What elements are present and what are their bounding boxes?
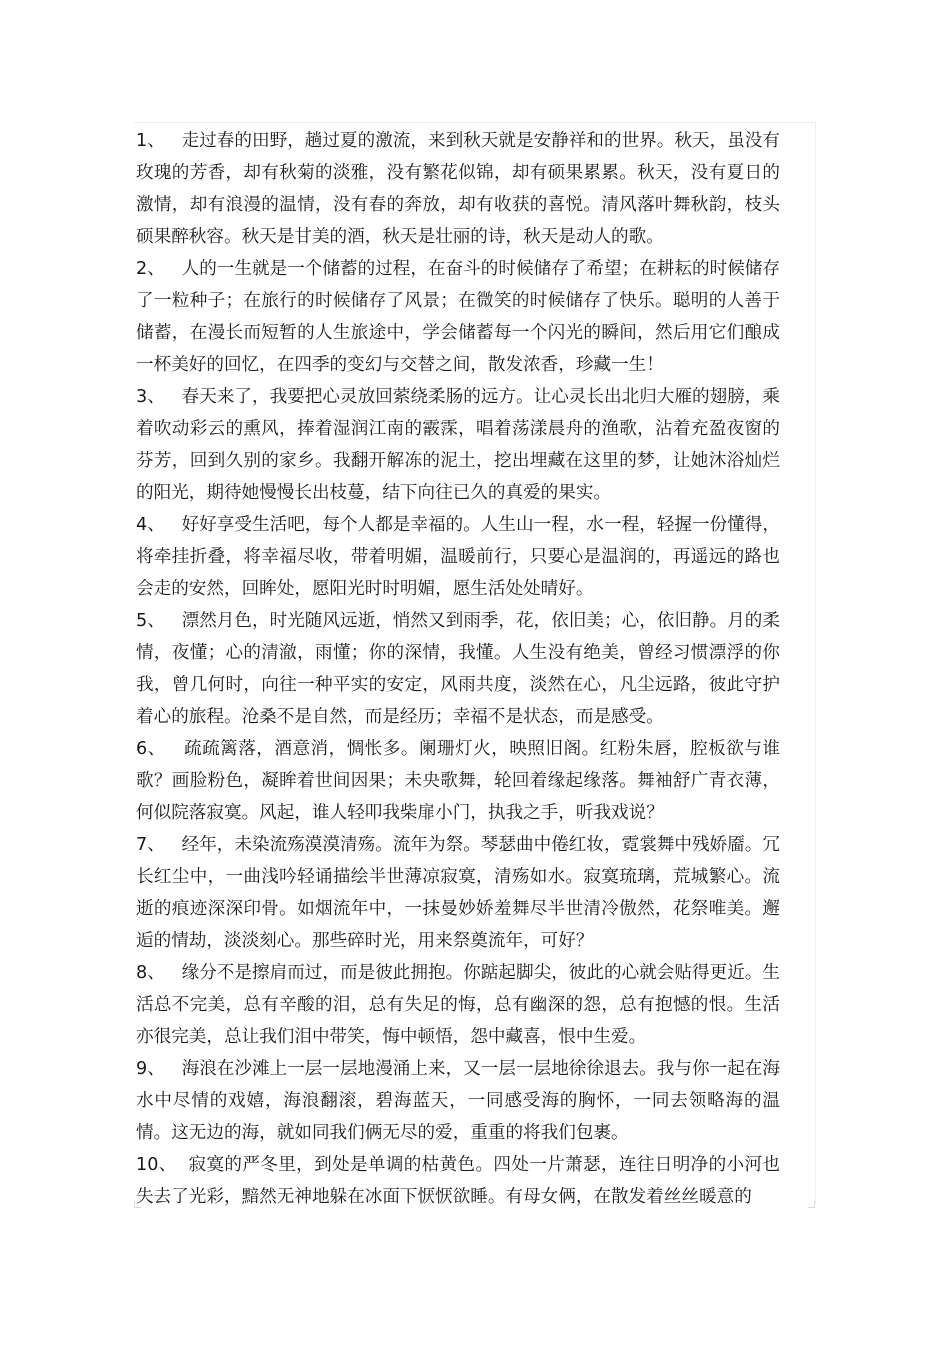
paragraph-text: 春天来了，我要把心灵放回萦绕柔肠的远方。让心灵长出北归大雁的翅膀，乘着吹动彩云的熏风，捧着湿润江南的霰霂，唱着荡漾晨舟的渔歌，沾着充盈夜窗的芬芳，回到久别的家乡。我翻开解冻的泥土，挖出埋藏在这里的梦，让她沐浴灿烂的阳光，期待她慢慢长出枝蔓，结下向往已久的真爱的果实。 [136,387,780,503]
paragraph-number: 6、 [136,739,166,759]
paragraph-text: 缘分不是擦肩而过，而是彼此拥抱。你踮起脚尖，彼此的心就会贴得更近。生活总不完美，总有辛酸的泪，总有失足的悔，总有幽深的怨，总有抱憾的恨。生活亦很完美，总让我们泪中带笑，悔中顿悟，怨中藏喜，恨中生爱。 [136,963,780,1047]
paragraph-text: 经年，未染流殇漠漠清殇。流年为祭。琴瑟曲中倦红妆，霓裳舞中残娇靥。冗长红尘中，一曲浅吟轻诵描绘半世薄凉寂寞，清殇如水。寂寞琉璃，荒城繁心。流逝的痕迹深深印骨。如烟流年中，一抹曼妙娇羞舞尽半世清冷傲然，花祭唯美。邂逅的情劫，淡淡刻心。那些碎时光，用来祭奠流年，可好？ [136,835,780,951]
paragraph-text: 人的一生就是一个储蓄的过程，在奋斗的时候储存了希望；在耕耘的时候储存了一粒种子；在旅行的时候储存了风景；在微笑的时候储存了快乐。聪明的人善于储蓄，在漫长而短暂的人生旅途中，学会储蓄每一个闪光的瞬间，然后用它们酿成一杯美好的回忆，在四季的变幻与交替之间，散发浓香，珍藏一生！ [136,259,780,375]
paragraph-text: 走过春的田野，趟过夏的激流，来到秋天就是安静祥和的世界。秋天，虽没有玫瑰的芳香，却有秋菊的淡雅，没有繁花似锦，却有硕果累累。秋天，没有夏日的激情，却有浪漫的温情，没有春的奔放，却有收获的喜悦。清风落叶舞秋韵，枝头硕果醉秋容。秋天是甘美的酒，秋天是壮丽的诗，秋天是动人的歌。 [136,131,780,247]
paragraph-5 [136,605,780,733]
paragraph-number: 3、 [136,387,165,407]
paragraph-text: 漂然月色，时光随风远逝，悄然又到雨季，花，依旧美；心，依旧静。月的柔情，夜懂；心的清澈，雨懂；你的深情，我懂。人生没有绝美，曾经习惯漂浮的你我，曾几何时，向往一种平实的安定，风雨共度，淡然在心，凡尘远路，彼此守护着心的旅程。沧桑不是自然，而是经历；幸福不是状态，而是感受。 [136,611,780,727]
paragraph-number: 5、 [136,611,165,631]
paragraph-number: 2、 [136,259,165,279]
crop-mark-bottom-right [808,1201,815,1208]
paragraph-3 [136,381,780,509]
paragraph-10 [136,1149,780,1213]
paragraph-number: 7、 [136,835,165,855]
paragraph-9 [136,1053,780,1149]
paragraph-number: 10、 [136,1155,177,1175]
paragraph-7 [136,829,780,957]
paragraph-6 [136,733,780,829]
document-body [136,125,780,1213]
paragraph-8 [136,957,780,1053]
paragraph-number: 1、 [136,131,165,151]
paragraph-text: 寂寞的严冬里，到处是单调的枯黄色。四处一片萧瑟，连往日明净的小河也失去了光彩，黯然无神地躲在冰面下恹恹欲睡。有母女俩，在散发着丝丝暖意的 [136,1155,781,1207]
paragraph-text: 海浪在沙滩上一层一层地漫涌上来，又一层一层地徐徐退去。我与你一起在海水中尽情的戏嬉，海浪翻滚，碧海蓝天，一同感受海的胸怀，一同去领略海的温情。这无边的海，就如同我们俩无尽的爱，重重的将我们包裹。 [136,1059,780,1143]
paragraph-text: 好好享受生活吧，每个人都是幸福的。人生山一程，水一程，轻握一份懂得，将牵挂折叠，将幸福尽收，带着明媚，温暖前行，只要心是温润的，再遥远的路也会走的安然，回眸处，愿阳光时时明媚，愿生活处处晴好。 [136,515,780,599]
paragraph-number: 4、 [136,515,165,535]
paragraph-4 [136,509,780,605]
crop-mark-bottom-left [134,1201,141,1208]
paragraph-number: 9、 [136,1059,165,1079]
paragraph-text: 疏疏篱落，酒意消，惆怅多。阑珊灯火，映照旧阁。红粉朱唇，腔板欲与谁歌？画脸粉色，凝眸着世间因果；未央歌舞，轮回着缘起缘落。舞袖舒广青衣薄，何似院落寂寞。风起，谁人轻叩我柴扉小门，执我之手，听我戏说？ [136,739,781,823]
paragraph-2 [136,253,780,381]
document-page [134,122,816,1207]
paragraph-1 [136,125,780,253]
paragraph-number: 8、 [136,963,165,983]
